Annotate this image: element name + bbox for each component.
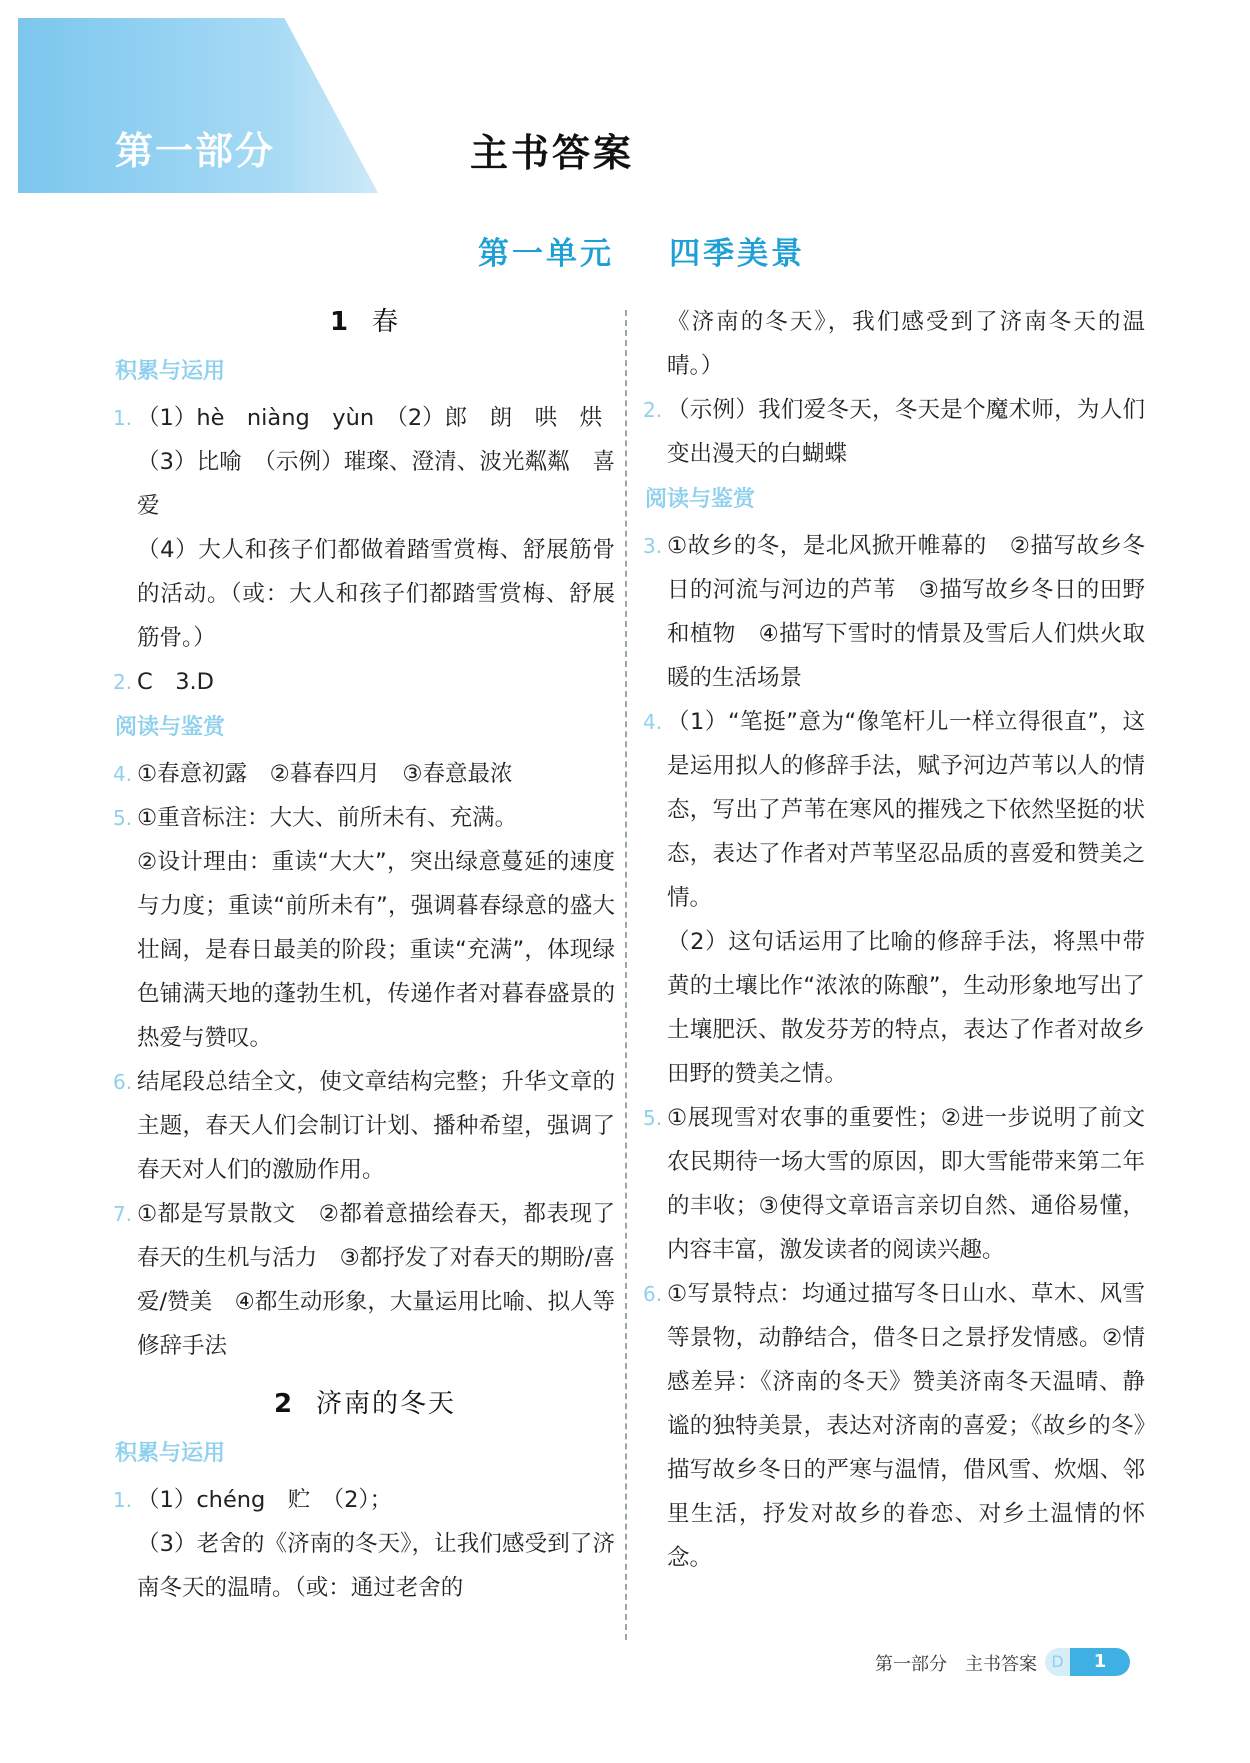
answer-item <box>115 1060 615 1192</box>
footer-badge-letter: D <box>1045 1648 1070 1676</box>
lesson-number: 2 <box>273 1389 295 1419</box>
question-number: 7. <box>113 1202 133 1226</box>
answer-text: 结尾段总结全文，使文章结构完整；升华文章的主题，春天人们会制订计划、播种希望，强调了春天对人们的激励作用。 <box>137 1069 615 1183</box>
question-number: 2. <box>113 670 133 694</box>
question-number: 6. <box>643 1282 663 1306</box>
answer-text: （1）hè niàng yùn （2）郎 朗 哄 烘 <box>137 405 603 431</box>
answer-text: C 3.D <box>137 669 215 695</box>
section-heading: 积累与运用 <box>115 1441 226 1466</box>
answer-continuation <box>645 300 1145 388</box>
lesson-title <box>115 1386 615 1422</box>
answer-list <box>115 752 615 1368</box>
lesson-name: 春 <box>372 307 401 337</box>
answer-text: ①写景特点：均通过描写冬日山水、草木、风雪等景物，动静结合，借冬日之景抒发情感。②情感差异：《济南的冬天》赞美济南冬天温晴、静谧的独特美景，表达对济南的喜爱；《故乡的冬》描写故乡冬日的严寒与温情，借风雪、炊烟、邻里生活，抒发对故乡的眷恋、对乡土温情的怀念。 <box>667 1281 1145 1571</box>
answer-text: ①故乡的冬，是北风掀开帷幕的 ②描写故乡冬日的河流与河边的芦苇 ③描写故乡冬日的田野和植物 ④描写下雪时的情景及雪后人们烘火取暖的生活场景 <box>667 533 1145 691</box>
answer-item <box>115 660 615 704</box>
right-column <box>645 300 1145 1580</box>
answer-list <box>645 524 1145 1580</box>
section-heading: 阅读与鉴赏 <box>115 715 226 740</box>
page-number: 1 <box>1070 1648 1130 1676</box>
answer-item <box>115 1192 615 1368</box>
answer-list <box>645 388 1145 476</box>
lesson-name: 济南的冬天 <box>316 1389 457 1419</box>
answer-text: ②设计理由：重读“大大”，突出绿意蔓延的速度与力度；重读“前所未有”，强调暮春绿意的盛大壮阔，是春日最美的阶段；重读“充满”，体现绿色铺满天地的蓬勃生机，传递作者对暮春盛景的热爱与赞叹。 <box>137 849 615 1051</box>
answer-item <box>115 396 615 528</box>
answer-item <box>115 1478 615 1610</box>
answer-text: （2）这句话运用了比喻的修辞手法，将黑中带黄的土壤比作“浓浓的陈酿”，生动形象地写出了土壤肥沃、散发芬芳的特点，表达了作者对故乡田野的赞美之情。 <box>667 929 1145 1087</box>
answer-text: ①春意初露 ②暮春四月 ③春意最浓 <box>137 761 513 787</box>
question-number: 1. <box>113 406 133 430</box>
question-number: 1. <box>113 1488 133 1512</box>
question-number: 2. <box>643 398 663 422</box>
answer-text: ①重音标注：大大、前所未有、充满。 <box>137 805 518 831</box>
question-number: 5. <box>643 1106 663 1130</box>
answer-item <box>645 1272 1145 1580</box>
question-number: 5. <box>113 806 133 830</box>
lesson-number: 1 <box>329 307 351 337</box>
question-number: 6. <box>113 1070 133 1094</box>
section-heading: 积累与运用 <box>115 359 226 384</box>
answer-list <box>115 1478 615 1610</box>
answer-item <box>645 1096 1145 1272</box>
answer-item <box>115 752 615 796</box>
answer-text: （示例）我们爱冬天，冬天是个魔术师，为人们变出漫天的白蝴蝶 <box>667 397 1145 467</box>
question-number: 4. <box>113 762 133 786</box>
answer-text: （3）老舍的《济南的冬天》，让我们感受到了济南冬天的温晴。（或：通过老舍的 <box>137 1531 615 1601</box>
answer-item <box>645 700 1145 1096</box>
answer-text: ①展现雪对农事的重要性；②进一步说明了前文农民期待一场大雪的原因，即大雪能带来第二年的丰收；③使得文章语言亲切自然、通俗易懂，内容丰富，激发读者的阅读兴趣。 <box>667 1105 1145 1263</box>
answer-text: （4）大人和孩子们都做着踏雪赏梅、舒展筋骨的活动。（或：大人和孩子们都踏雪赏梅、舒展筋骨。） <box>137 537 615 651</box>
column-divider <box>625 310 627 1640</box>
answer-text: （1）“笔挺”意为“像笔杆儿一样立得很直”，这是运用拟人的修辞手法，赋予河边芦苇以人的情态，写出了芦苇在寒风的摧残之下依然坚挺的状态，表达了作者对芦苇坚忍品质的喜爱和赞美之情。 <box>667 709 1145 911</box>
answer-text: （3）比喻 （示例）璀璨、澄清、波光粼粼 喜爱 <box>137 449 615 519</box>
answer-text: （1）chéng 贮 （2）； <box>137 1487 393 1513</box>
answer-item <box>645 524 1145 700</box>
part-label: 第一部分 <box>115 129 276 173</box>
answer-text: 《济南的冬天》，我们感受到了济南冬天的温晴。） <box>667 309 1145 379</box>
question-number: 3. <box>643 534 663 558</box>
lesson-title <box>115 304 615 340</box>
left-column <box>115 300 615 1610</box>
section-heading: 阅读与鉴赏 <box>645 487 756 512</box>
book-title: 主书答案 <box>470 131 635 175</box>
answer-item <box>645 388 1145 476</box>
footer-text: 第一部分 主书答案 <box>875 1654 1037 1675</box>
question-number: 4. <box>643 710 663 734</box>
answer-item <box>115 796 615 1060</box>
unit-title: 第一单元 四季美景 <box>478 236 806 272</box>
answer-text: ①都是写景散文 ②都着意描绘春天，都表现了春天的生机与活力 ③都抒发了对春天的期盼/喜爱/赞美 ④都生动形象，大量运用比喻、拟人等修辞手法 <box>137 1201 615 1359</box>
answer-item <box>115 528 615 660</box>
answer-list <box>115 396 615 704</box>
